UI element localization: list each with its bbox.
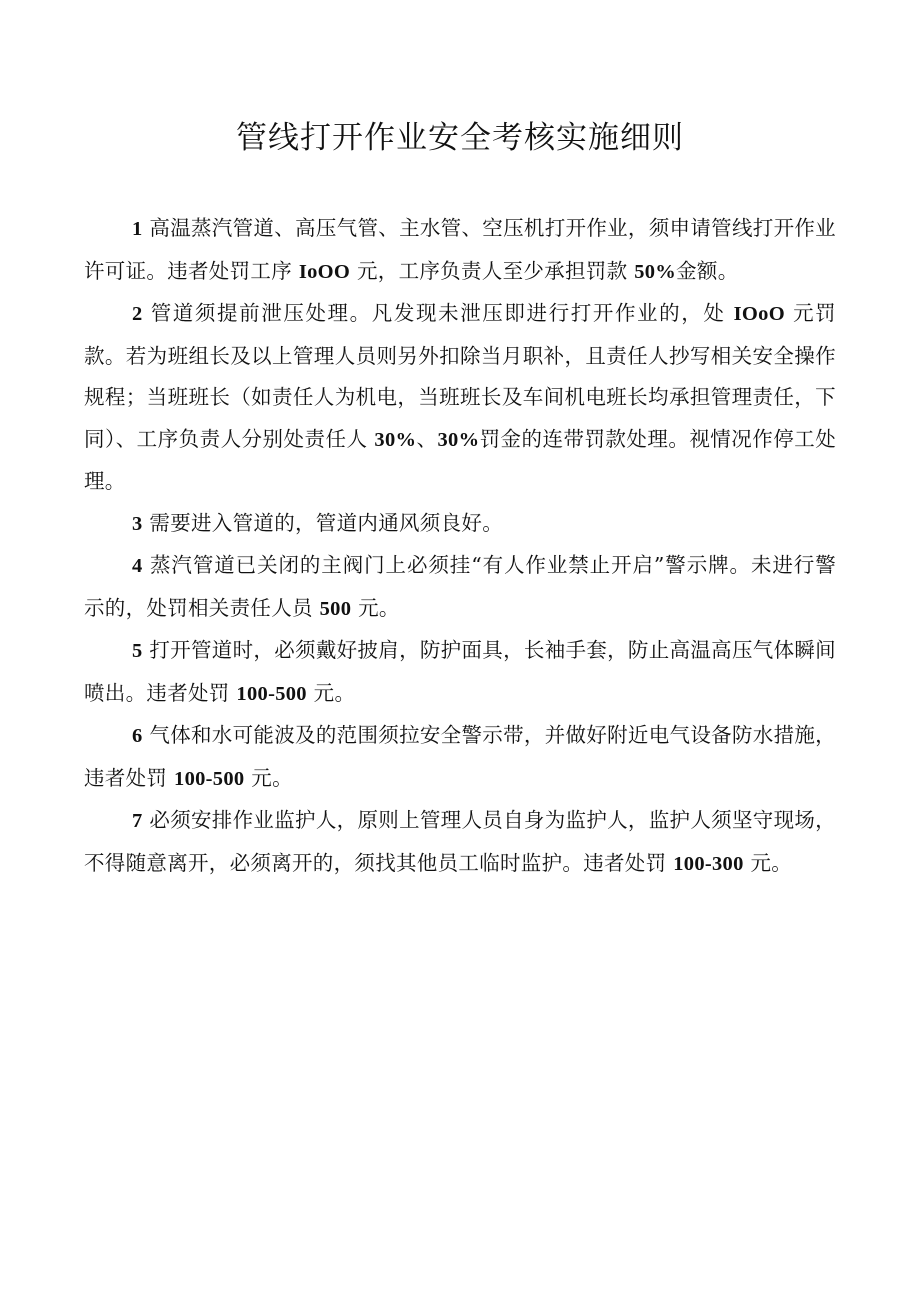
penalty-figure: 100-300 bbox=[673, 852, 744, 875]
rule-paragraph bbox=[84, 293, 836, 503]
rule-text: 元。 bbox=[743, 850, 793, 875]
penalty-figure: 100-500 bbox=[174, 767, 245, 790]
penalty-figure: IoOO bbox=[298, 260, 351, 283]
penalty-figure: 50% bbox=[634, 260, 677, 283]
rule-paragraph bbox=[84, 208, 836, 293]
rule-text: 蒸汽管道已关闭的主阀门上必须挂“有人作业禁止开启”警示牌。未进行警示的，处罚相关责任人员 bbox=[84, 553, 836, 620]
document-body bbox=[84, 208, 836, 885]
rule-text: 管道须提前泄压处理。凡发现未泄压即进行打开作业的，处 bbox=[150, 301, 734, 325]
rule-text: 元。 bbox=[306, 680, 356, 705]
penalty-figure: IOoO bbox=[733, 303, 785, 325]
rule-text: 元罚款。若为班组长及以上管理人员则另外扣除当月职补，且责任人抄写相关安全操作规程；当班班长（如责任人为机电，当班班长及车间机电班长均承担管理责任，下同）、工序负责人分别处责任人 bbox=[84, 301, 836, 451]
rule-text: 元。 bbox=[351, 595, 400, 620]
rule-number: 2 bbox=[132, 303, 143, 325]
rule-number: 6 bbox=[132, 725, 143, 747]
penalty-figure: 500 bbox=[319, 597, 352, 620]
rule-text: 金额。 bbox=[676, 258, 739, 283]
rule-paragraph bbox=[84, 630, 836, 715]
rule-paragraph bbox=[84, 715, 836, 800]
rule-paragraph bbox=[84, 800, 836, 885]
rule-number: 1 bbox=[132, 218, 143, 240]
rule-number: 4 bbox=[132, 555, 143, 577]
document-title: 管线打开作业安全考核实施细则 bbox=[236, 120, 684, 156]
rule-paragraph bbox=[84, 503, 836, 546]
penalty-figure: 30% bbox=[374, 428, 417, 451]
rule-text: 气体和水可能波及的范围须拉安全警示带，并做好附近电气设备防水措施，违者处罚 bbox=[84, 723, 836, 790]
rule-text: 元，工序负责人至少承担罚款 bbox=[350, 258, 635, 283]
rule-number: 3 bbox=[132, 512, 143, 535]
rule-text: 、 bbox=[416, 426, 438, 451]
rule-text: 元。 bbox=[244, 765, 293, 790]
rule-number: 7 bbox=[132, 810, 143, 832]
rule-text: 罚金的连带罚款处理。视情况作停工处理。 bbox=[84, 426, 836, 493]
rule-paragraph bbox=[84, 545, 836, 630]
rule-number: 5 bbox=[132, 640, 143, 662]
penalty-figure: 100-500 bbox=[236, 682, 307, 705]
rule-text: 高温蒸汽管道、高压气管、主水管、空压机打开作业，须申请管线打开作业许可证。违者处罚工序 bbox=[84, 216, 836, 283]
rule-text: 必须安排作业监护人，原则上管理人员自身为监护人，监护人须坚守现场，不得随意离开，必须离开的，须找其他员工临时监护。违者处罚 bbox=[84, 808, 836, 875]
penalty-figure: 30% bbox=[437, 428, 480, 451]
rule-text: 需要进入管道的，管道内通风须良好。 bbox=[149, 510, 503, 535]
rule-text: 打开管道时，必须戴好披肩，防护面具，长袖手套，防止高温高压气体瞬间喷出。违者处罚 bbox=[84, 638, 836, 705]
